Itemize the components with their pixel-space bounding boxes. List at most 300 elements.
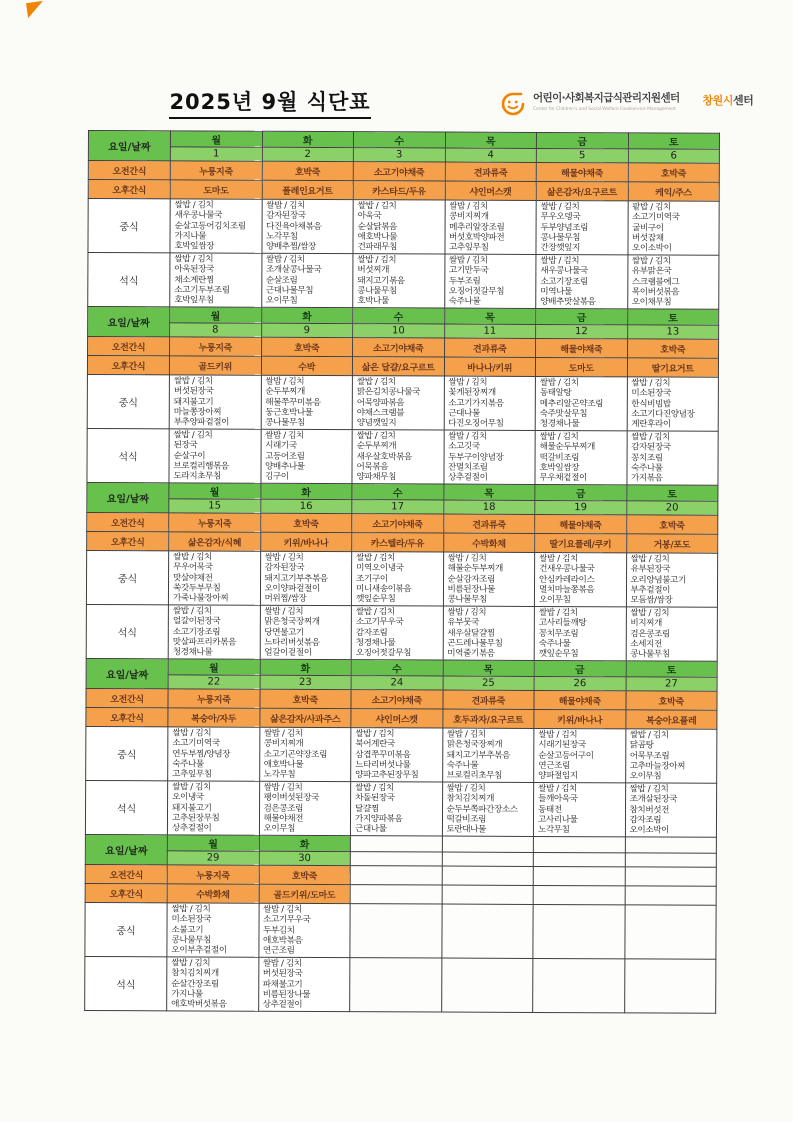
menu-line: 고추잎무침: [172, 769, 212, 780]
menu-line: 오이양파겉절이: [264, 583, 320, 594]
menu-line: 쌀밥 / 김치: [629, 730, 669, 741]
menu-line: 근대나물무침: [265, 285, 314, 296]
menu-line: 순두부쪽파간장소스: [446, 804, 518, 815]
menu-line: 쌀밥 / 김치: [630, 554, 670, 565]
menu-line: 콩나물무침: [540, 232, 581, 244]
row-label-day-date: 요일/날짜: [85, 834, 167, 864]
lunch-cell: [170, 199, 262, 253]
menu-line: 안심카레라이스: [539, 574, 595, 585]
date-cell: 22: [168, 675, 260, 689]
date-cell: 24: [351, 676, 443, 690]
smiley-logo-icon: [500, 91, 526, 117]
menu-line: 쌀밥 / 김치: [355, 783, 394, 794]
menu-line: 콩비지찌개: [263, 739, 304, 750]
morning-snack-cell: 해물야채죽: [534, 690, 626, 709]
menu-line: 미역줄기볶음: [447, 648, 495, 659]
menu-line: 콩나물무침: [447, 594, 487, 605]
menu-line: 숙주맛살무침: [539, 408, 588, 420]
afternoon-snack-cell: 골드키위/도마도: [259, 884, 351, 903]
morning-snack-cell: 호박죽: [628, 163, 720, 182]
dinner-cell: [533, 958, 625, 1012]
menu-line: 두부구이양념장: [448, 452, 504, 463]
menu-line: 메추리알곤약조림: [539, 398, 604, 409]
menu-line: 브로컬리초무침: [446, 770, 503, 781]
menu-line: 쌀밥 / 김치: [540, 201, 580, 213]
menu-line: 쌀밥 / 김치: [449, 201, 488, 212]
menu-line: 된장국: [173, 440, 198, 451]
menu-line: 미니새송이볶음: [355, 584, 412, 595]
menu-line: 양배추맛살볶음: [540, 297, 596, 308]
menu-line: 숙주나물: [172, 759, 204, 770]
menu-line: 메추리알장조림: [449, 222, 505, 233]
menu-line: 오이소박이: [631, 243, 672, 254]
menu-line: 소고기무우국: [355, 617, 404, 628]
menu-line: 쌀밥 / 김치: [264, 552, 304, 563]
date-cell: 13: [627, 325, 719, 339]
date-cell: 29: [167, 851, 259, 865]
menu-line: 쌀밥 / 김치: [174, 254, 214, 265]
menu-line: 맑은청국장찌개: [264, 617, 320, 628]
morning-snack-cell: 누룽지죽: [168, 689, 260, 708]
menu-line: 소고기장조림: [540, 276, 588, 287]
menu-line: 소고기미역국: [172, 738, 220, 749]
afternoon-snack-cell: 샤인머스캣: [445, 181, 537, 200]
menu-line: 고추마늘장아찌: [629, 761, 686, 772]
menu-line: 달걀찜: [355, 803, 379, 814]
menu-line: 쌀밥 / 김치: [171, 958, 211, 969]
morning-snack-cell-empty: [625, 867, 717, 886]
org-name: 어린이·사회복지급식관리지원센터: [533, 92, 680, 104]
week-3-dinner-row: [86, 604, 717, 661]
menu-line: 잔멸치조림: [448, 462, 488, 473]
menu-line: 해물쭈꾸미볶음: [265, 397, 321, 408]
menu-line: 미역오이냉국: [356, 563, 404, 574]
menu-line: 해물순두부찌개: [539, 442, 595, 453]
menu-line: 파채불고기: [262, 979, 303, 990]
menu-line: 건파래무침: [357, 242, 398, 253]
day-cell: 화: [260, 659, 352, 675]
lunch-cell: [351, 552, 443, 606]
morning-snack-cell: 소고기야채죽: [352, 514, 444, 533]
afternoon-snack-cell: 호두과자/요구르트: [442, 709, 534, 728]
menu-line: 순살닭볶음: [357, 221, 398, 232]
menu-line: 소고기다진양념장: [631, 409, 695, 420]
row-label-lunch: 중식: [85, 902, 167, 956]
dinner-cell: [353, 254, 445, 308]
menu-line: 가지볶음: [630, 473, 663, 484]
day-cell: 월: [168, 659, 260, 675]
branch-rest: 센터: [732, 94, 754, 107]
dinner-cell: [626, 431, 718, 485]
menu-line: 검은콩조림: [263, 803, 304, 814]
menu-line: 북어계란국: [355, 739, 395, 750]
menu-line: 참치김치찌개: [171, 968, 219, 979]
menu-line: 감자된장국: [266, 211, 306, 222]
dinner-cell: [533, 782, 625, 836]
menu-line: 쌀밥 / 김치: [447, 607, 487, 618]
menu-line: 쌀밥 / 김치: [264, 606, 304, 617]
menu-line: 오리양념불고기: [630, 574, 686, 586]
week-4-dinner-row: [85, 780, 716, 837]
day-cell: 목: [444, 308, 536, 324]
menu-line: 유부맑은국: [631, 266, 672, 277]
day-cell: 목: [443, 660, 535, 676]
menu-line: 쌀밥 / 김치: [265, 254, 305, 265]
menu-line: 아욱된장국: [174, 264, 214, 275]
date-cell: 12: [536, 324, 628, 338]
row-label-dinner: 석식: [85, 956, 167, 1010]
menu-line: 조기구이: [356, 573, 388, 584]
menu-line: 양파절임지: [538, 771, 578, 782]
lunch-cell: [534, 552, 626, 606]
menu-line: 다진오징어무침: [448, 418, 504, 430]
menu-line: 야채스크램블: [356, 408, 405, 419]
morning-snack-cell: 호박죽: [627, 339, 719, 358]
afternoon-snack-cell: 수박화채: [167, 884, 259, 903]
menu-line: 아욱국: [357, 211, 382, 222]
menu-line: 멸치마늘쫑볶음: [538, 584, 595, 596]
menu-line: 쌀밥 / 김치: [539, 377, 579, 389]
menu-line: 애호박나물: [263, 759, 304, 770]
menu-line: 꽁치조림: [631, 452, 663, 464]
menu-line: 쌀밥 / 김치: [172, 728, 212, 739]
menu-line: 동태전: [538, 804, 562, 815]
dinner-cell: [350, 782, 442, 836]
menu-line: 콩비지찌개: [449, 211, 489, 223]
menu-line: 오이무침: [265, 295, 298, 307]
date-cell: 30: [259, 851, 351, 865]
menu-line: 쌀밥 / 김치: [446, 729, 486, 740]
menu-line: 깻잎순무침: [355, 594, 396, 605]
row-label-afternoon-snack: 오후간식: [87, 356, 169, 375]
lunch-cell: [258, 903, 350, 957]
menu-line: 채소계란찜: [174, 274, 214, 286]
row-label-morning-snack: 오전간식: [88, 337, 170, 356]
menu-line: 쌀밥 / 김치: [355, 729, 395, 740]
menu-line: 브로컬리햄볶음: [173, 461, 229, 472]
dinner-cell: [535, 430, 627, 484]
afternoon-snack-cell-empty: [533, 885, 625, 904]
row-label-day-date: 요일/날짜: [87, 482, 169, 512]
date-cell: 18: [443, 500, 535, 514]
date-cell: 23: [260, 675, 352, 689]
menu-line: 시래기국: [265, 441, 297, 452]
day-cell: 월: [170, 307, 262, 323]
lunch-cell: [625, 729, 717, 783]
row-label-lunch: 중식: [86, 550, 168, 604]
dinner-cell: [350, 958, 442, 1012]
row-label-dinner: 석식: [87, 428, 169, 482]
afternoon-snack-cell: 거봉/포도: [626, 534, 718, 553]
menu-line: 쌀밥 / 김치: [172, 606, 212, 617]
menu-line: 비지찌개: [630, 618, 662, 629]
date-cell: 26: [534, 676, 626, 690]
org-subtitle: Center for Children's and Social Welfare Foodservice Management: [533, 107, 676, 112]
week-5-lunch-row: [85, 902, 716, 959]
afternoon-snack-cell: 삶은감자/식혜: [169, 532, 261, 551]
day-cell: 금: [534, 660, 626, 676]
afternoon-snack-cell-empty: [350, 885, 442, 904]
menu-line: 돼지불고기: [173, 396, 214, 408]
afternoon-snack-cell-empty: [442, 885, 534, 904]
menu-line: 오이무침: [538, 595, 571, 606]
menu-line: 비름된장나물: [262, 989, 311, 1000]
row-label-afternoon-snack: 오후간식: [87, 531, 169, 550]
date-cell: 16: [260, 499, 352, 513]
menu-line: 맑은김치콩나물국: [356, 387, 421, 398]
menu-line: 두부조림: [448, 276, 481, 287]
menu-line: 두부양념조림: [540, 222, 589, 233]
menu-line: 부추겉절이: [630, 585, 671, 596]
menu-line: 상추겉절이: [447, 472, 488, 483]
menu-line: 해물야채전: [263, 813, 304, 824]
menu-line: 쌀밥 / 김치: [631, 256, 671, 267]
dinner-cell: [536, 254, 628, 308]
row-label-dinner: 석식: [88, 253, 170, 307]
menu-line: 버섯된장국: [262, 969, 303, 980]
menu-line: 연근조림: [538, 760, 570, 771]
morning-snack-cell: 소고기야채죽: [351, 690, 443, 709]
menu-line: 간장깻잎지: [540, 243, 581, 254]
day-cell: 월: [170, 131, 262, 147]
day-cell: 금: [536, 132, 628, 148]
row-label-day-date: 요일/날짜: [86, 658, 168, 688]
menu-line: 해물순두부찌개: [447, 563, 503, 575]
menu-line: 청경채나물: [539, 419, 580, 430]
date-cell: 2: [262, 147, 354, 161]
menu-line: 상추겉절이: [262, 999, 303, 1011]
menu-line: 순살감자조림: [447, 574, 495, 585]
menu-line: 애호박버섯볶음: [171, 999, 227, 1010]
menu-line: 버섯호박양파전: [449, 232, 505, 243]
lunch-cell: [168, 551, 260, 605]
menu-line: 미소된장국: [171, 914, 212, 925]
menu-line: 애호박볶음: [262, 935, 303, 946]
afternoon-snack-cell: 삶은감자/사과주스: [259, 708, 351, 727]
afternoon-snack-cell: 복숭아요플레: [625, 710, 717, 729]
lunch-cell: [534, 728, 626, 782]
menu-line: 둥근호박나물: [265, 407, 313, 418]
menu-line: 순두부찌개: [265, 387, 305, 398]
menu-line: 순살고등어구이: [538, 750, 594, 761]
menu-line: 가죽나물장아찌: [172, 593, 229, 604]
week-2-dinner-row: [87, 428, 718, 485]
lunch-cell: [352, 376, 444, 430]
lunch-cell: [259, 727, 351, 781]
date-cell: 27: [626, 677, 718, 691]
week-1-lunch-row: [88, 199, 719, 256]
menu-line: 호박잎무침: [174, 295, 214, 306]
dinner-cell: [624, 959, 716, 1013]
org-text-block: [533, 90, 680, 112]
menu-line: 쌀밥 / 김치: [262, 958, 302, 969]
menu-line: 소고기두부조림: [174, 285, 230, 296]
menu-line: 도라지초무침: [173, 471, 221, 482]
menu-line: 계란후라이: [631, 419, 671, 430]
menu-line: 쌀밥 / 김치: [631, 378, 671, 389]
afternoon-snack-cell: 삶은감자/요구르트: [536, 181, 628, 200]
menu-line: 오이무침: [629, 771, 662, 782]
menu-line: 소고기가지볶음: [448, 398, 504, 409]
afternoon-snack-cell: 키위/바나나: [260, 532, 352, 551]
menu-line: 버섯찌개: [357, 265, 390, 276]
row-label-morning-snack: 오전간식: [86, 688, 168, 707]
menu-line: 고추된장무침: [171, 813, 220, 824]
menu-line: 쌀밥 / 김치: [265, 376, 305, 387]
menu-line: 건새우콩나물국: [539, 564, 595, 575]
morning-snack-cell: 호박죽: [625, 691, 717, 710]
lunch-cell: [441, 904, 533, 958]
menu-line: 돼지고기볶음: [357, 275, 405, 286]
morning-snack-cell: 호박죽: [626, 515, 718, 534]
menu-line: 참치김치찌개: [446, 793, 495, 805]
menu-line: 검은콩조림: [630, 628, 670, 640]
day-cell: 목: [443, 484, 535, 500]
menu-line: 김구이: [264, 471, 289, 483]
date-cell: 15: [169, 499, 261, 513]
menu-line: 숙주나물: [448, 296, 481, 307]
week-1-dinner-row: [88, 253, 719, 310]
menu-line: 팥밥 / 김치: [632, 202, 671, 213]
day-cell: 수: [353, 132, 445, 148]
menu-line: 쌀밥 / 김치: [448, 255, 488, 266]
date-cell: 1: [170, 147, 262, 161]
center-logo: [500, 90, 753, 117]
date-cell: 9: [261, 323, 353, 337]
menu-line: 쌀밥 / 김치: [539, 553, 578, 565]
afternoon-snack-cell: 딸기요플레/쿠키: [535, 533, 627, 552]
menu-line: 감자된장국: [631, 442, 671, 453]
menu-line: 동태알탕: [539, 388, 572, 399]
morning-snack-cell: 호박죽: [259, 865, 351, 884]
menu-line: 양배추찜/쌈장: [265, 241, 316, 253]
row-label-lunch: 중식: [86, 726, 168, 780]
date-cell-empty: [350, 852, 442, 866]
menu-line: 오이냉국: [172, 792, 204, 803]
dinner-cell: [627, 255, 719, 309]
morning-snack-cell: 호박죽: [260, 513, 352, 532]
day-cell: 수: [352, 484, 444, 500]
dinner-cell: [626, 607, 718, 661]
menu-line: 한식비빔밥: [631, 398, 671, 410]
menu-line: 쌀밥 / 김치: [538, 783, 577, 795]
day-cell: 화: [260, 483, 352, 499]
lunch-cell: [167, 903, 259, 957]
morning-snack-cell: 견과류죽: [443, 514, 535, 533]
menu-line: 맑은청국장찌개: [446, 739, 503, 751]
menu-line: 숙주나물: [446, 760, 479, 771]
menu-line: 쌀밥 / 김치: [263, 728, 303, 739]
dinner-cell: [625, 783, 717, 837]
menu-line: 쌀밥 / 김치: [263, 782, 303, 793]
menu-line: 깻잎순무침: [538, 649, 579, 660]
lunch-cell: [351, 728, 443, 782]
lunch-cell: [168, 727, 260, 781]
morning-snack-cell: 호박죽: [259, 689, 351, 708]
morning-snack-cell-empty: [442, 866, 534, 885]
menu-line: 소고기미역국: [632, 212, 680, 223]
dinner-cell: [167, 957, 259, 1011]
title-wrap: [0, 86, 540, 119]
menu-line: 돼지고기부추볶음: [264, 573, 328, 584]
branch-highlight: 창원시: [702, 94, 733, 107]
row-label-day-date: 요일/날짜: [88, 307, 170, 337]
menu-line: 쌀밥 / 김치: [266, 200, 305, 211]
menu-line: 청경채나물: [355, 638, 396, 649]
afternoon-snack-cell: 키위/바나나: [534, 709, 626, 728]
week-3-lunch-row: [86, 550, 717, 607]
lunch-cell: [444, 376, 536, 430]
morning-snack-cell: 호박죽: [261, 337, 353, 356]
row-label-afternoon-snack: 오후간식: [88, 180, 170, 199]
date-cell: 4: [445, 148, 537, 162]
morning-snack-cell: 견과류죽: [442, 690, 534, 709]
date-cell: 5: [536, 148, 628, 162]
menu-line: 호박나물: [357, 296, 389, 307]
date-cell-empty: [625, 853, 717, 867]
menu-table: [84, 130, 720, 1014]
menu-line: 맛살야채전: [173, 572, 213, 584]
menu-line: 쌀밥 / 김치: [356, 377, 396, 388]
lunch-cell: [261, 199, 353, 253]
date-cell: 6: [628, 149, 720, 163]
row-label-morning-snack: 오전간식: [88, 161, 170, 180]
menu-line: 쌀밥 / 김치: [356, 431, 396, 442]
menu-line: 무우어묵국: [173, 562, 213, 573]
menu-line: 호박잎쌈장: [174, 241, 215, 252]
menu-line: 어묵무조림: [629, 750, 670, 762]
menu-line: 쌀밥 / 김치: [265, 430, 304, 441]
lunch-cell: [627, 201, 719, 255]
menu-line: 순살간장조림: [171, 978, 219, 990]
menu-line: 콩나물무침: [630, 649, 670, 660]
menu-line: 쌀밥 / 김치: [629, 784, 669, 795]
row-label-morning-snack: 오전간식: [85, 864, 167, 883]
morning-snack-cell: 누룽지죽: [169, 513, 261, 532]
morning-snack-cell: 해물야채죽: [536, 162, 628, 181]
dinner-cell: [443, 606, 535, 660]
dinner-cell: [442, 782, 534, 836]
row-label-lunch: 중식: [87, 374, 169, 428]
menu-line: 양배추나물: [265, 461, 305, 472]
menu-line: 고사리나물: [537, 814, 578, 826]
day-cell: 금: [536, 308, 628, 324]
menu-line: 느타리버섯볶음: [264, 637, 320, 648]
day-cell: 월: [167, 835, 259, 851]
dinner-cell: [351, 606, 443, 660]
menu-line: 소고기장조림: [172, 626, 221, 638]
row-label-day-date: 요일/날짜: [88, 131, 170, 161]
row-label-dinner: 석식: [85, 780, 167, 834]
morning-snack-cell: 소고기야채죽: [353, 162, 445, 181]
menu-line: 다진육아채볶음: [266, 221, 322, 232]
menu-line: 삼겹쭈꾸미볶음: [355, 749, 411, 761]
menu-line: 조개살콩나물국: [265, 265, 322, 276]
menu-line: 노각무침: [537, 825, 570, 836]
menu-line: 쌀밥 / 김치: [540, 255, 580, 267]
menu-line: 시래기된장국: [538, 740, 586, 751]
menu-line: 쌀밥 / 김치: [631, 432, 670, 443]
date-cell: 11: [444, 324, 536, 338]
menu-line: 오징어젓갈무침: [355, 648, 412, 659]
menu-line: 소고기곤약장조림: [263, 749, 328, 760]
menu-line: 굴비구이: [632, 222, 664, 234]
menu-line: 새우콩나물국: [174, 210, 223, 221]
dinner-cell: [259, 781, 351, 835]
afternoon-snack-cell: 수박: [261, 356, 353, 375]
afternoon-snack-cell: 카스텔라/두유: [352, 533, 444, 552]
menu-line: 버섯된장국: [173, 386, 214, 397]
